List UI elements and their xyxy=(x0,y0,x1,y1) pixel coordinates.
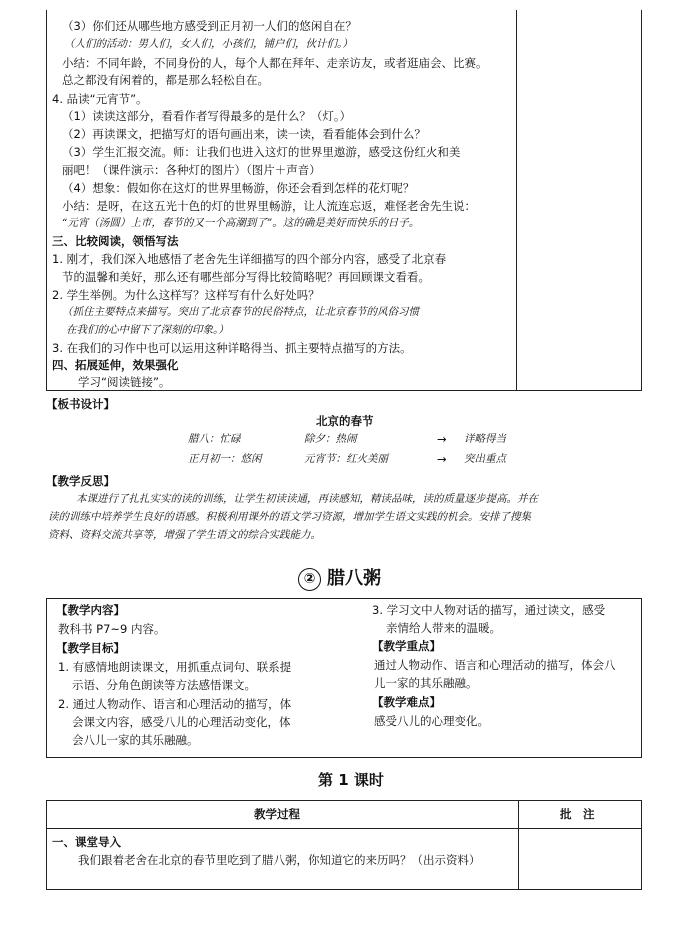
top-line: 丽吧！（课件演示：各种灯的图片）（图片＋声音） xyxy=(62,163,321,177)
top-line: 小结：是呀，在这五光十色的灯的世界里畅游，让人流连忘返，难怪老舍先生说： xyxy=(62,199,476,213)
content-header: 【教学内容】 xyxy=(56,603,125,617)
key-line: 通过人物动作、语言和心理活动的描写，体会八 xyxy=(374,658,616,672)
reflection-line: 资料、资料交流共享等，增强了学生语文的综合实践能力。 xyxy=(48,529,321,541)
goal-line: 会八儿一家的其乐融融。 xyxy=(72,733,199,747)
top-line: （人们的活动：男人们，女人们，小孩们，铺户们，伙计们。） xyxy=(64,38,353,50)
notes-col-header: 批 注 xyxy=(560,807,595,821)
process-col-header: 教学过程 xyxy=(254,807,300,821)
reflection-header: 【教学反思】 xyxy=(46,474,115,488)
goal-line: 1. 有感情地朗读课文，用抓重点词句、联系提 xyxy=(58,660,292,674)
content-text: 教科书 P7~9 内容。 xyxy=(58,622,166,636)
goal-line: 2. 通过人物动作、语言和心理活动的描写，体 xyxy=(58,697,292,711)
goal-line: 示语、分角色朗读等方法感悟课文。 xyxy=(72,678,256,692)
section-heading: 一、课堂导入 xyxy=(52,835,121,849)
top-line: 2. 学生举例。为什么这样写？这样写有什么好处吗？ xyxy=(52,288,320,302)
board-row1-right: 详略得当 xyxy=(464,433,506,445)
arrow-icon: → xyxy=(437,432,447,446)
top-line: 1. 刚才，我们深入地感悟了老舍先生详细描写的四个部分内容，感受了北京春 xyxy=(52,252,447,266)
top-line: 3. 在我们的习作中也可以运用这种详略得当、抓主要特点描写的方法。 xyxy=(52,341,412,355)
arrow-icon: → xyxy=(437,452,447,466)
board-row2-right: 突出重点 xyxy=(464,453,506,465)
top-table-divider xyxy=(516,10,517,390)
key-line: 儿一家的其乐融融。 xyxy=(374,676,478,690)
process-table xyxy=(46,800,642,890)
lesson-title-text: 腊八粥 xyxy=(327,568,381,589)
key-header: 【教学重点】 xyxy=(372,639,441,653)
difficulty-text: 感受八儿的心理变化。 xyxy=(374,714,489,728)
intro-text: 我们跟着老舍在北京的春节里吃到了腊八粥，你知道它的来历吗？（出示资料） xyxy=(78,853,481,867)
top-line: （4）想象：假如你在这灯的世界里畅游，你还会看到怎样的花灯呢？ xyxy=(62,181,415,195)
process-table-divider xyxy=(518,800,519,890)
goals-header: 【教学目标】 xyxy=(56,641,125,655)
process-header-bottom xyxy=(46,828,642,829)
board-header: 【板书设计】 xyxy=(46,397,115,411)
board-title: 北京的春节 xyxy=(316,414,374,428)
section-heading: 三、比较阅读，领悟写法 xyxy=(52,234,179,248)
reflection-line: 本课进行了扎扎实实的读的训练，让学生初读读通，再读感知，精读品味，读的质量逐步提高。并在 xyxy=(76,493,538,505)
top-line: （3）你们还从哪些地方感受到正月初一人们的悠闲自在？ xyxy=(62,19,357,33)
top-table-bottom-border xyxy=(46,390,642,391)
top-line: 小结：不同年龄，不同身份的人，每个人都在拜年、走亲访友，或者逛庙会、比赛。 xyxy=(62,56,488,70)
top-line: （3）学生汇报交流。师：让我们也进入这灯的世界里遨游，感受这份红火和美 xyxy=(62,145,461,159)
top-line: 节的温馨和美好，那么还有哪些部分写得比较简略呢？再回顾课文看看。 xyxy=(62,270,430,284)
top-line: 4. 品读“元宵节”。 xyxy=(52,92,148,106)
goal-line: 3. 学习文中人物对话的描写，通过读文，感受 xyxy=(372,603,606,617)
top-line: “元宵（汤圆）上市，春节的又一个高潮到了”。这的确是美好而快乐的日子。 xyxy=(62,217,420,229)
top-table-left-border xyxy=(46,10,47,390)
goal-line: 亲情给人带来的温暖。 xyxy=(386,621,501,635)
difficulty-header: 【教学难点】 xyxy=(372,695,441,709)
board-row1-left: 腊八：忙碌 xyxy=(188,433,241,445)
top-line: 总之都没有闲着的，都是那么轻松自在。 xyxy=(62,73,269,87)
top-table-right-border xyxy=(641,10,642,390)
goal-line: 会课文内容，感受八儿的心理活动变化，体 xyxy=(72,715,291,729)
top-line: 在我们的心中留下了深刻的印象。） xyxy=(66,324,229,336)
top-line: 学习“阅读链接”。 xyxy=(78,375,171,389)
period-title: 第 1 课时 xyxy=(318,771,384,789)
board-row2-left: 正月初一：悠闲 xyxy=(188,453,262,465)
lesson-number: ② xyxy=(298,568,321,591)
board-row1-mid: 除夕：热闹 xyxy=(304,433,357,445)
top-line: （2）再读课文，把描写灯的语句画出来，读一读，看看能体会到什么？ xyxy=(62,127,426,141)
top-line: （抓住主要特点来描写。突出了北京春节的民俗特点，让北京春节的风俗习惯 xyxy=(62,306,419,318)
section-heading: 四、拓展延伸，效果强化 xyxy=(52,358,179,372)
top-line: （1）读读这部分，看看作者写得最多的是什么？（灯。） xyxy=(62,109,352,123)
lesson-title xyxy=(298,564,381,591)
board-row2-mid: 元宵节：红火美丽 xyxy=(304,453,388,465)
reflection-line: 读的训练中培养学生良好的语感。积极利用课外的语文学习资源，增加学生语文实践的机会。安排了搜集 xyxy=(48,511,531,523)
